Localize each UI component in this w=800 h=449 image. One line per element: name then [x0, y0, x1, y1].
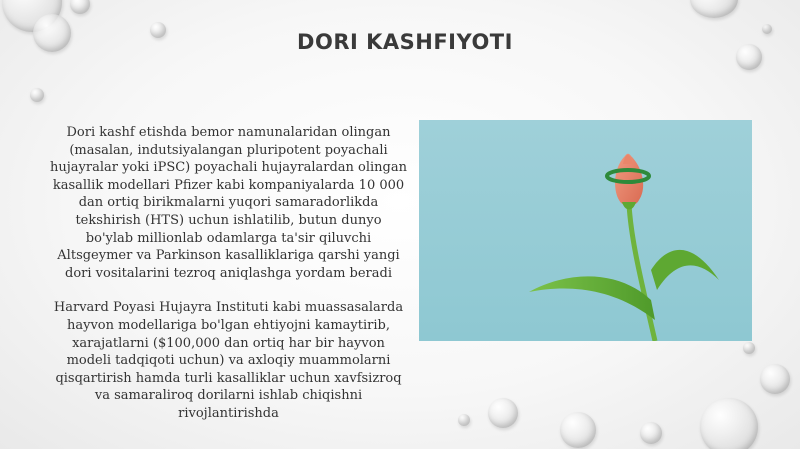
water-drop-decoration	[458, 414, 470, 426]
slide-title: DORI KASHFIYOTI	[297, 30, 513, 54]
water-drop-decoration	[560, 412, 596, 448]
water-drop-decoration	[760, 364, 790, 394]
tulip-illustration	[419, 120, 752, 341]
tulip-photo	[419, 120, 752, 341]
body-paragraph: Harvard Poyasi Hujayra Instituti kabi muassasalarda hayvon modellariga bo'lgan ehtiyojni kamaytirib, xarajatlarni ($100,000 dan ortiq har bir hayvon modeli tadqiqoti uchun) va axloqiy muammolarni qisqartirish hamda turli kasalliklar uchun xavfsizroq va samaraliroq dorilarni ishlab chiqishni rivojlantirishda	[53, 300, 404, 421]
right-leaf-shape	[651, 250, 719, 290]
water-drop-decoration	[30, 88, 44, 102]
water-drop-decoration	[33, 14, 71, 52]
stem-shape	[629, 204, 655, 341]
water-drop-decoration	[690, 0, 738, 18]
water-drop-decoration	[700, 398, 758, 449]
water-drop-decoration	[150, 22, 166, 38]
water-drop-decoration	[488, 398, 518, 428]
water-drop-decoration	[640, 422, 662, 444]
water-drop-decoration	[762, 24, 772, 34]
body-paragraph: Dori kashf etishda bemor namunalaridan olingan (masalan, indutsiyalangan pluripotent poyachali hujayralar yoki iPSC) poyachali hujayralardan olingan kasallik modellari Pfizer kabi kompaniyalarda 10 000 dan ortiq birikmalarni yuqori samaradorlikda tekshirish (HTS) uchun ishlatilib, butun dunyo bo'ylab millionlab odamlarga ta'sir qiluvchi Altsgeymer va Parkinson kasalliklariga qarshi yangi dori vositalarini tezroq aniqlashga yordam beradi	[50, 125, 407, 281]
sepal-shape	[622, 202, 636, 210]
slide-body	[50, 124, 407, 440]
water-drop-decoration	[70, 0, 90, 14]
water-drop-decoration	[743, 342, 755, 354]
water-drop-decoration	[736, 44, 762, 70]
left-leaf-shape	[529, 276, 655, 320]
